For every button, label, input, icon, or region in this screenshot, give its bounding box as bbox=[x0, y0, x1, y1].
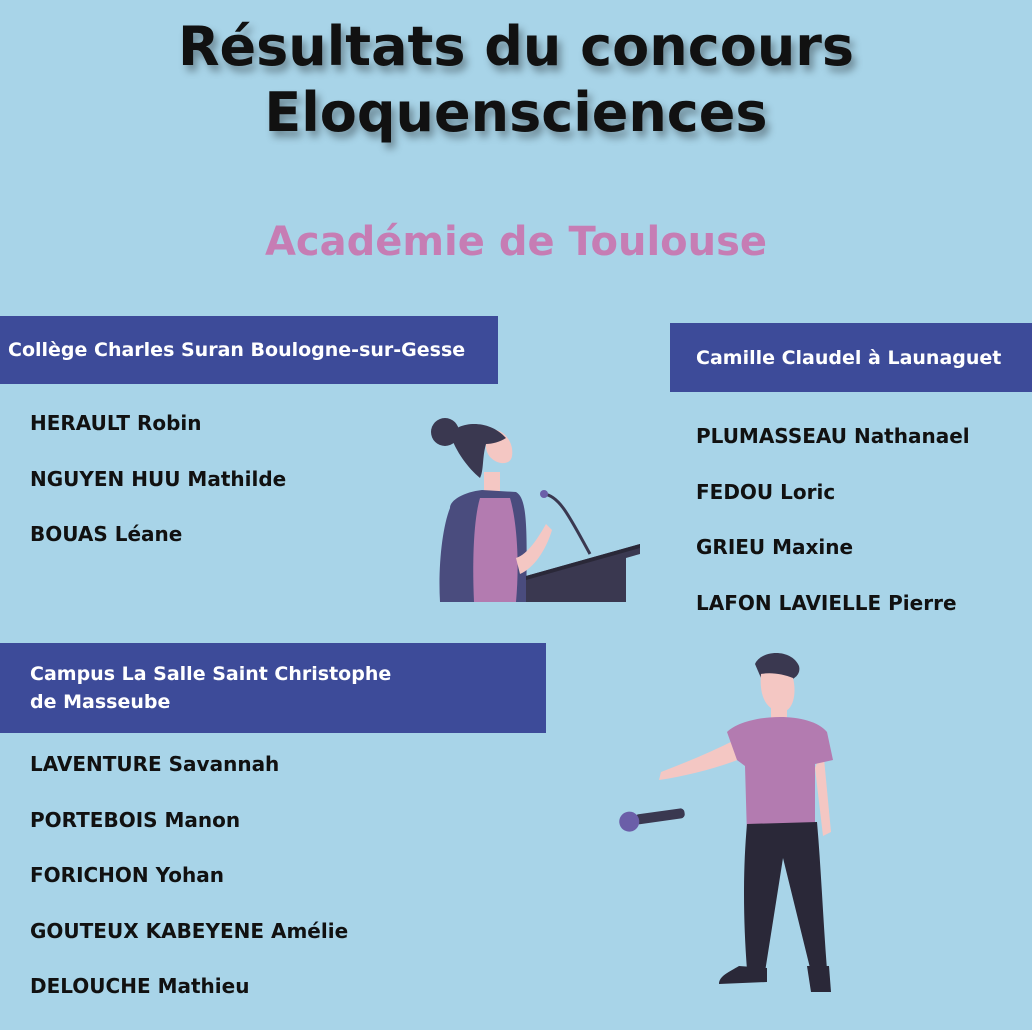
list-item: DELOUCHE Mathieu bbox=[30, 974, 250, 998]
school-banner-masseube bbox=[0, 643, 546, 733]
student-list-launaguet bbox=[696, 424, 970, 646]
school-name-line-2: de Masseube bbox=[30, 691, 171, 713]
school-banner-boulogne bbox=[0, 316, 498, 384]
student-list-masseube bbox=[30, 752, 348, 1030]
student-list-boulogne bbox=[30, 411, 286, 578]
list-item: HERAULT Robin bbox=[30, 411, 202, 435]
school-name: Camille Claudel à Launaguet bbox=[696, 346, 1002, 369]
list-item: FEDOU Loric bbox=[696, 479, 836, 504]
list-item: FORICHON Yohan bbox=[30, 863, 224, 887]
school-name: Collège Charles Suran Boulogne-sur-Gesse bbox=[8, 339, 466, 361]
list-item: PLUMASSEAU Nathanael bbox=[696, 424, 970, 448]
list-item: BOUAS Léane bbox=[30, 522, 183, 546]
list-item: PORTEBOIS Manon bbox=[30, 807, 241, 832]
title-line-2: Eloquensciences bbox=[264, 81, 768, 144]
page-subtitle: Académie de Toulouse bbox=[264, 219, 768, 265]
mic-drop-illustration bbox=[615, 648, 845, 1000]
speaker-at-podium-illustration bbox=[420, 408, 645, 606]
title-line-1: Résultats du concours bbox=[177, 15, 855, 78]
list-item: LAVENTURE Savannah bbox=[30, 752, 280, 776]
page-title bbox=[0, 14, 1032, 146]
school-name-line-1: Campus La Salle Saint Christophe bbox=[30, 663, 392, 685]
list-item: GOUTEUX KABEYENE Amélie bbox=[30, 918, 349, 943]
list-item: LAFON LAVIELLE Pierre bbox=[696, 590, 957, 615]
list-item: GRIEU Maxine bbox=[696, 535, 854, 559]
school-banner-launaguet bbox=[670, 323, 1032, 392]
list-item: NGUYEN HUU Mathilde bbox=[30, 466, 287, 491]
